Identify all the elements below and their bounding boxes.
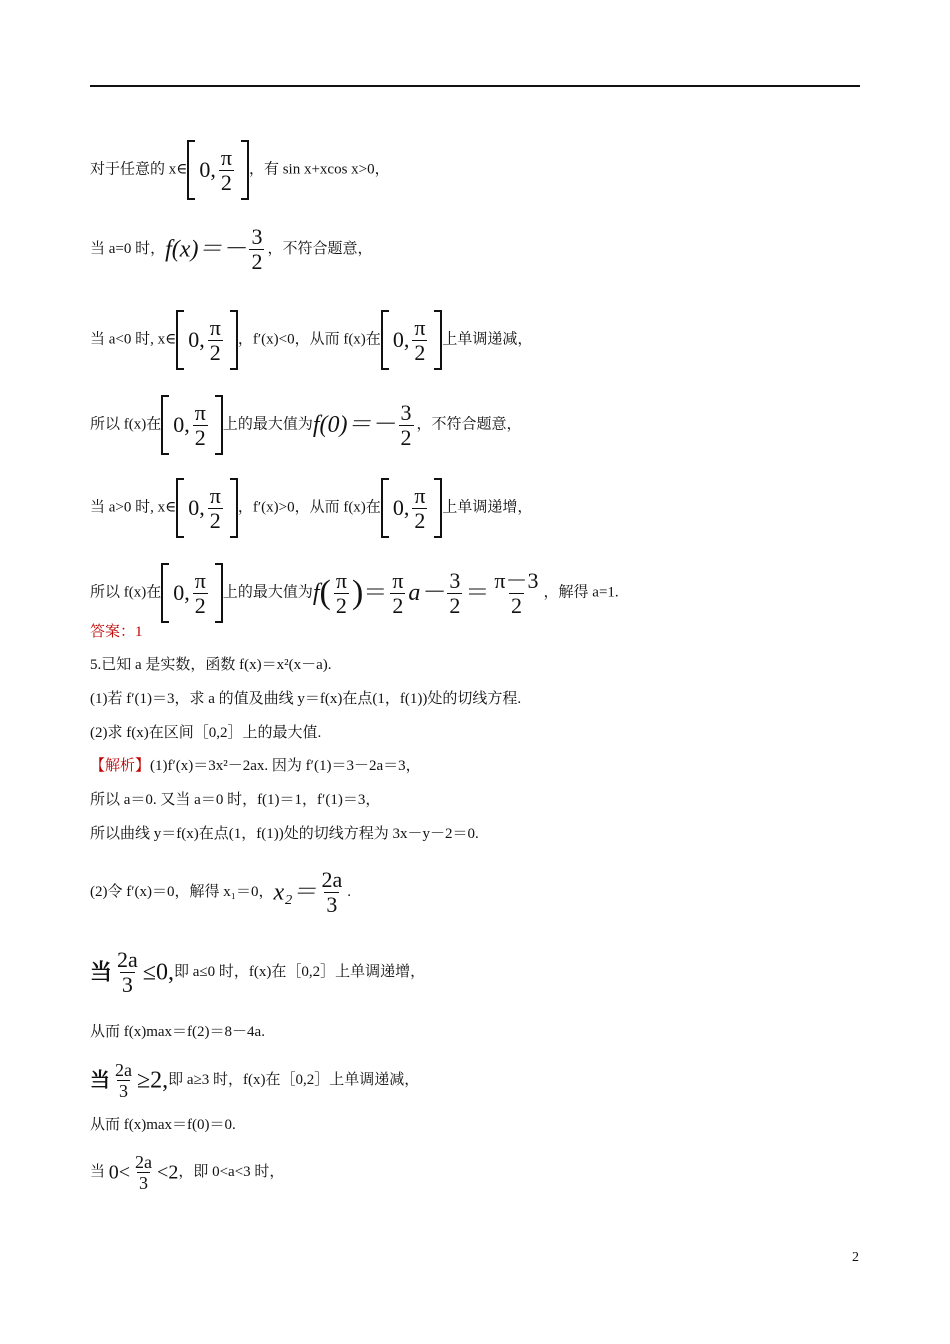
case-3-text: ，即 0<a<3 时， [178,1163,285,1180]
text-l6a: 所以 f(x)在 [90,584,162,601]
three: 3 [251,224,263,249]
text-l4a: 所以 f(x)在 [90,416,162,433]
zero: 0, [199,157,216,182]
equals: ＝ [363,580,388,606]
pi: π [194,399,206,425]
text-l5c: 上单调递增， [442,499,533,516]
solution-text-1: (1)f′(x)＝3x²－2ax. 因为 f′(1)＝3－2a＝3， [150,758,421,774]
two: 2 [209,339,221,365]
case-2 [90,1060,419,1101]
solution-line-2: 所以 a＝0. 又当 a＝0 时，f(1)＝1，f′(1)＝3， [90,792,381,808]
answer-line: 答案：1 [90,624,143,640]
page-number: 2 [852,1250,859,1265]
zero: 0, [392,327,410,352]
zero: 0, [188,327,205,352]
a-minus: a－ [408,580,445,606]
line-3 [90,310,532,370]
interval-bracket [161,395,223,455]
pi: π [220,144,232,170]
case-1-label: 当 [90,959,113,985]
ge-two: ≥2, [137,1067,169,1094]
two-a: 2a [115,1060,132,1080]
equals: ＝ [465,580,490,606]
interval-bracket [381,478,443,538]
line-4 [90,395,522,455]
two: 2 [400,424,412,450]
f0-expr: f(0)＝－ [312,412,396,438]
case-1-text: 即 a≤0 时，f(x)在［0,2］上单调递增， [173,963,426,980]
solution-line-1 [90,756,421,776]
solution-text-4a: (2)令 f′(x)＝0，解得 x₁＝0， [90,883,274,900]
pi: π [414,314,426,340]
line-1 [90,140,390,200]
fx-expr: f(x)＝－ [165,236,247,263]
three: 3 [400,399,412,425]
text-l4b: 上的最大值为 [222,416,313,433]
text-l4c: ，不符合题意， [416,416,522,433]
f-symbol: f [312,580,320,606]
text-l2a: 当 a=0 时， [90,240,166,257]
zero: 0, [188,495,205,520]
solution-tag: 【解析】 [90,758,151,774]
pi: π [414,482,426,508]
interval-bracket [161,563,223,623]
pi: π [209,314,221,340]
two-a: 2a [321,867,343,892]
solution-line-3: 所以曲线 y＝f(x)在点(1，f(1))处的切线方程为 3x－y－2＝0. [90,826,479,842]
text-l6c: ，解得 a=1. [543,584,619,601]
text-l3a: 当 a<0 时, x∈ [90,331,177,348]
two: 2 [194,592,206,618]
case-2-result: 从而 f(x)max＝f(0)＝0. [90,1117,236,1133]
three: 3 [139,1173,149,1193]
three: 3 [121,972,133,997]
three: 3 [326,892,338,917]
two: 2 [392,592,404,618]
pi: π [209,482,221,508]
case-2-text: 即 a≥3 时，f(x)在［0,2］上单调递减， [168,1071,420,1088]
case-2-label: 当 [90,1069,110,1092]
two-a: 2a [117,947,138,972]
case-3-label: 当 [90,1163,106,1180]
text-l6b: 上的最大值为 [222,584,313,601]
two: 2 [220,169,232,195]
text-l3b: ，f′(x)<0，从而 f(x)在 [237,331,381,348]
interval-bracket [187,140,249,200]
case-1-result: 从而 f(x)max＝f(2)＝8－4a. [90,1024,265,1040]
x2-expr: x₂＝ [273,879,317,906]
question-5-part-2: (2)求 f(x)在区间［0,2］上的最大值. [90,725,322,741]
two: 2 [449,592,461,618]
two: 2 [251,249,263,274]
zero: 0, [392,495,410,520]
text-l5b: ，f′(x)>0，从而 f(x)在 [237,499,381,516]
pi: π [392,567,404,593]
zero: 0, [173,412,190,437]
pi-minus-3: π－3 [494,567,539,593]
solution-text-4b: . [347,883,352,900]
two: 2 [510,592,522,618]
text-l1a: 对于任意的 x∈ [90,161,188,178]
interval-bracket [176,478,238,538]
pi: π [335,567,347,593]
solution-line-4 [90,868,351,917]
line-2 [90,225,372,274]
case-1 [90,948,425,997]
two: 2 [335,592,347,618]
interval-bracket [381,310,443,370]
pi: π [194,567,206,593]
line-5 [90,478,532,538]
question-5: 5.已知 a 是实数，函数 f(x)＝x²(x－a). [90,657,332,673]
text-l5a: 当 a>0 时, x∈ [90,499,177,516]
interval-bracket [176,310,238,370]
zero-lt: 0< [108,1161,131,1184]
two: 2 [414,339,426,365]
two: 2 [194,424,206,450]
case-3 [90,1152,284,1193]
le-zero: ≤0, [142,959,174,986]
question-5-part-1: (1)若 f′(1)＝3，求 a 的值及曲线 y＝f(x)在点(1，f(1))处的切线方程. [90,691,522,707]
zero: 0, [173,580,190,605]
text-l2b: ，不符合题意， [267,240,373,257]
text-l3c: 上单调递减， [442,331,533,348]
lt-two: <2 [157,1161,179,1184]
two: 2 [209,507,221,533]
three: 3 [449,567,461,593]
two-a: 2a [135,1152,153,1172]
text-l1b: ，有 sin x+xcos x>0， [248,161,390,178]
header-rule [90,85,860,87]
two: 2 [414,507,426,533]
three: 3 [119,1081,128,1101]
line-6: 所以 f(x)在 0, $\frac{\pi}{2}$ 上的最大值为f( $\frac{\pi}{2}$ )＝ $\frac{\pi}{2}$ a－ $\frac{3}{2}$ ＝ $\frac{\pi-3}{2}$ ，解得 a=1. [90,563,619,623]
